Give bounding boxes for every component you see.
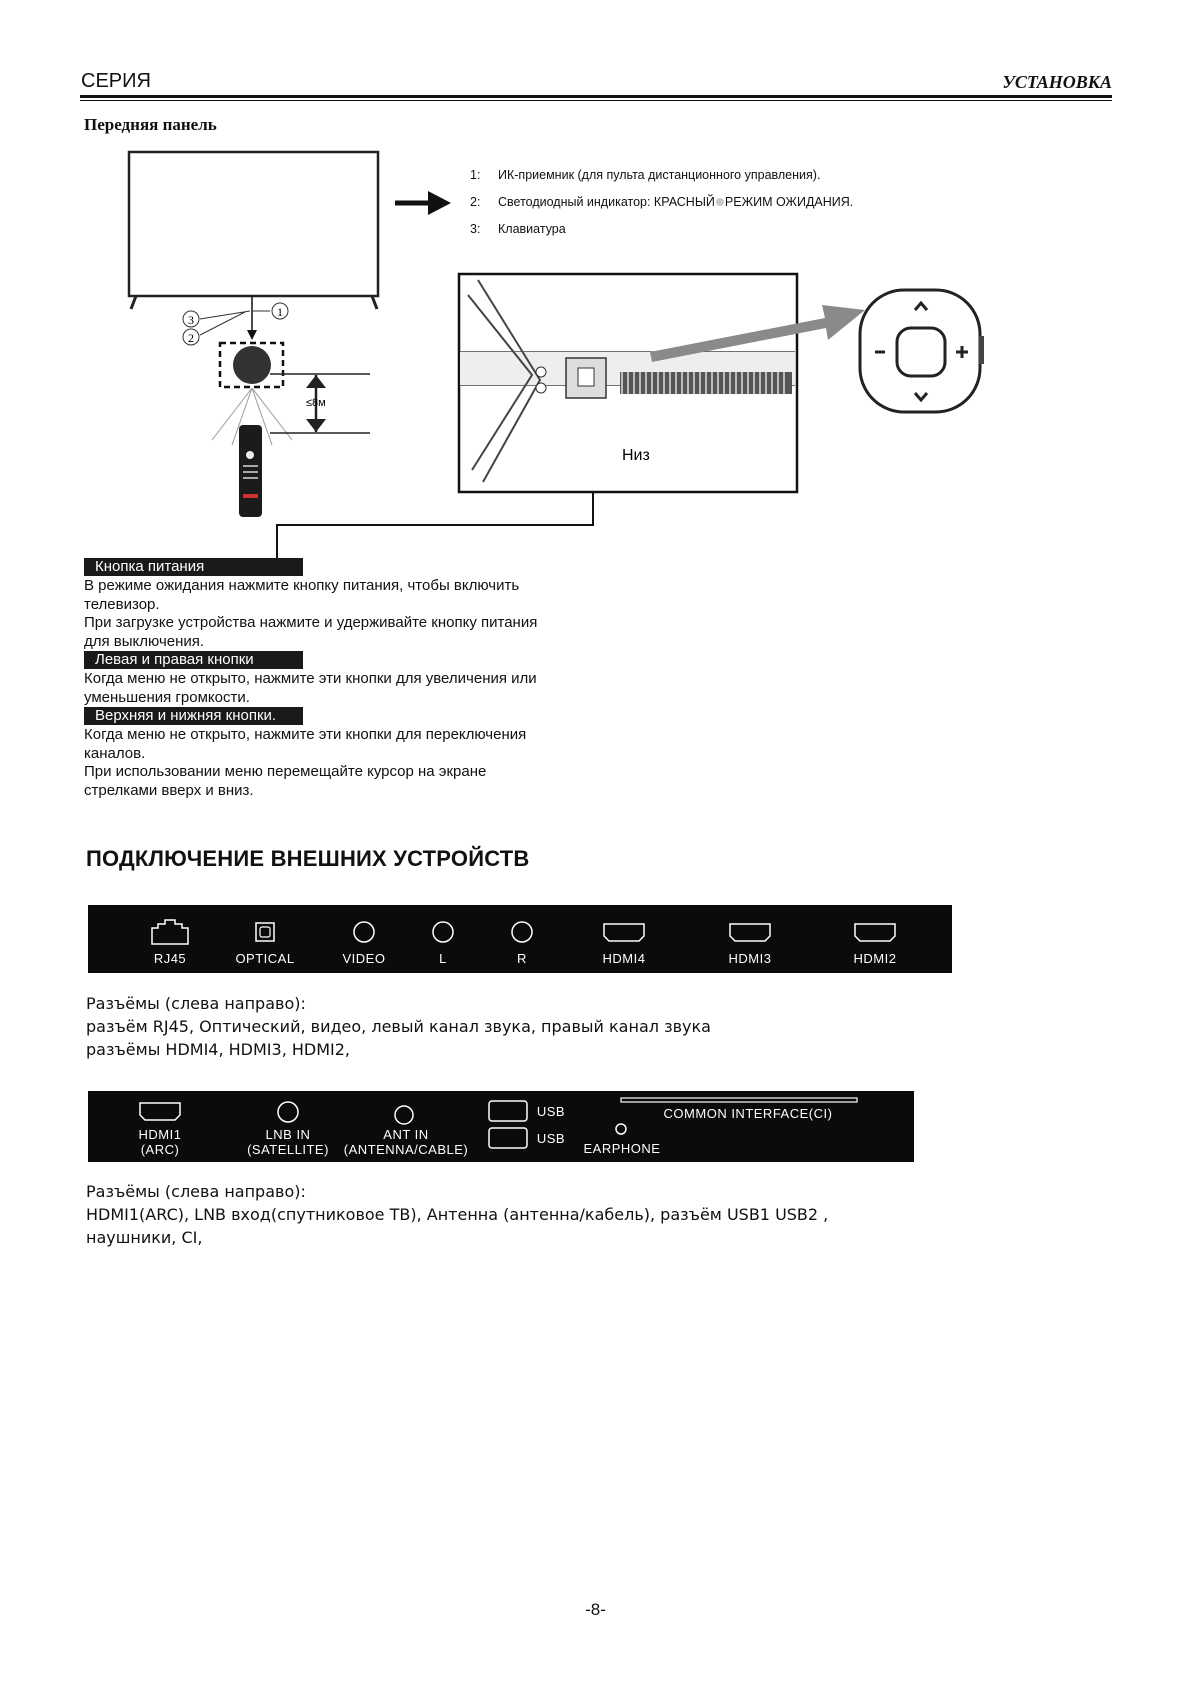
- hdmi3-port-icon: [730, 924, 770, 941]
- port-label-r: R: [517, 951, 527, 966]
- text-line: Разъёмы (слева направо):: [86, 994, 306, 1013]
- text-line: разъёмы HDMI4, HDMI3, HDMI2,: [86, 1040, 350, 1059]
- text-line: В режиме ожидания нажмите кнопку питания, чтобы включить: [84, 577, 520, 594]
- rear-panel-1: [88, 905, 952, 973]
- rj45-port-icon: [152, 920, 188, 944]
- text-line: Когда меню не открыто, нажмите эти кнопки для переключения: [84, 726, 527, 743]
- up-down-description: [84, 726, 526, 800]
- video-port-icon: [354, 922, 374, 942]
- text-line: телевизор.: [84, 595, 160, 613]
- port-label-l: L: [439, 951, 447, 966]
- ci-slot-icon: [621, 1098, 857, 1102]
- label-up-down-buttons: Верхняя и нижняя кнопки.: [84, 707, 303, 725]
- port-label-lnb: [234, 1127, 342, 1157]
- text-line: Когда меню не открыто, нажмите эти кнопки для увеличения или: [84, 670, 537, 687]
- port-label-hdmi3: HDMI3: [728, 951, 772, 966]
- usb2-port-icon: [489, 1128, 527, 1148]
- text-line: При использовании меню перемещайте курсор на экране: [84, 763, 487, 781]
- callout-3-text: 3: [188, 313, 194, 327]
- port-label-hdmi2: HDMI2: [853, 951, 897, 966]
- text-line: для выключения.: [84, 632, 205, 650]
- text-line: уменьшения громкости.: [84, 688, 250, 706]
- port-label-line: (ANTENNA/CABLE): [343, 1142, 469, 1157]
- label-left-right-buttons: Левая и правая кнопки: [84, 651, 303, 669]
- text-line: наушники, CI,: [86, 1228, 203, 1247]
- front-panel-diagram: [0, 0, 1191, 560]
- panel-1-description: [86, 992, 711, 1061]
- front-panel-title: Передняя панель: [84, 115, 217, 134]
- text-line: Разъёмы (слева направо):: [86, 1182, 306, 1201]
- callout-2-text: 2: [188, 331, 194, 345]
- usb1-port-icon: [489, 1101, 527, 1121]
- left-right-description: [84, 670, 537, 707]
- connections-heading: ПОДКЛЮЧЕНИЕ ВНЕШНИХ УСТРОЙСТВ: [86, 846, 530, 871]
- legend-num: 2:: [470, 195, 481, 209]
- power-button-description: [84, 577, 537, 651]
- legend-text: Светодиодный индикатор: КРАСНЫЙ: [498, 195, 715, 209]
- port-label-usb1: USB: [536, 1104, 566, 1119]
- hdmi1-port-icon: [140, 1103, 180, 1120]
- port-label-hdmi1: [120, 1127, 200, 1157]
- audio-l-port-icon: [433, 922, 453, 942]
- arrow-head-icon: [428, 191, 451, 215]
- distance-label: ≤8м: [306, 397, 326, 409]
- lnb-port-icon: [278, 1102, 298, 1122]
- joystick-center-button: [897, 328, 945, 376]
- text-line: разъём RJ45, Оптический, видео, левый канал звука, правый канал звука: [86, 1017, 711, 1036]
- legend-text: Клавиатура: [498, 222, 566, 236]
- port-label-earphone: EARPHONE: [583, 1141, 661, 1156]
- port-label-line: LNB IN: [265, 1127, 311, 1142]
- tv-screen-icon: [129, 152, 378, 296]
- tv-stand-icon: [131, 296, 377, 309]
- legend-text: ИК-приемник (для пульта дистанционного управления).: [498, 168, 821, 182]
- text-line: каналов.: [84, 744, 146, 762]
- ir-receiver-icon: [233, 346, 271, 384]
- legend-text: РЕЖИМ ОЖИДАНИЯ.: [724, 195, 854, 209]
- audio-r-port-icon: [512, 922, 532, 942]
- port-label-line: ANT IN: [383, 1127, 429, 1142]
- page-number: -8-: [585, 1600, 606, 1619]
- port-label-line: (SATELLITE): [247, 1142, 329, 1157]
- port-label-line: (ARC): [140, 1142, 180, 1157]
- port-label-ci: COMMON INTERFACE(CI): [663, 1106, 833, 1121]
- port-label-optical: OPTICAL: [235, 951, 295, 966]
- port-label-video: VIDEO: [342, 951, 386, 966]
- panel-2-description: [86, 1180, 828, 1249]
- rear-panel-2-icons: [88, 1091, 914, 1162]
- section-label: УСТАНОВКА: [1002, 72, 1112, 92]
- port-label-rj45: RJ45: [153, 951, 187, 966]
- port-label-usb2: USB: [536, 1131, 566, 1146]
- legend-num: 3:: [470, 222, 481, 236]
- port-label-hdmi4: HDMI4: [602, 951, 646, 966]
- rear-panel-2: [88, 1091, 914, 1162]
- ant-port-icon: [395, 1106, 413, 1124]
- port-label-line: HDMI1: [138, 1127, 182, 1142]
- text-line: При загрузке устройства нажмите и удерживайте кнопку питания: [84, 614, 538, 632]
- text-line: стрелками вверх и вниз.: [84, 781, 254, 799]
- connector-line: [277, 492, 593, 560]
- series-label: СЕРИЯ: [81, 70, 151, 92]
- optical-port-icon: [256, 923, 274, 941]
- earphone-port-icon: [616, 1124, 626, 1134]
- callout-1-text: 1: [277, 305, 283, 319]
- hdmi4-port-icon: [604, 924, 644, 941]
- bottom-label: Низ: [622, 447, 650, 464]
- port-label-ant: [338, 1127, 474, 1157]
- legend-num: 1:: [470, 168, 481, 182]
- label-power-button: Кнопка питания: [84, 558, 303, 576]
- text-line: HDMI1(ARC), LNB вход(спутниковое ТВ), Антенна (антенна/кабель), разъём USB1 USB2 ,: [86, 1205, 829, 1224]
- hdmi2-port-icon: [855, 924, 895, 941]
